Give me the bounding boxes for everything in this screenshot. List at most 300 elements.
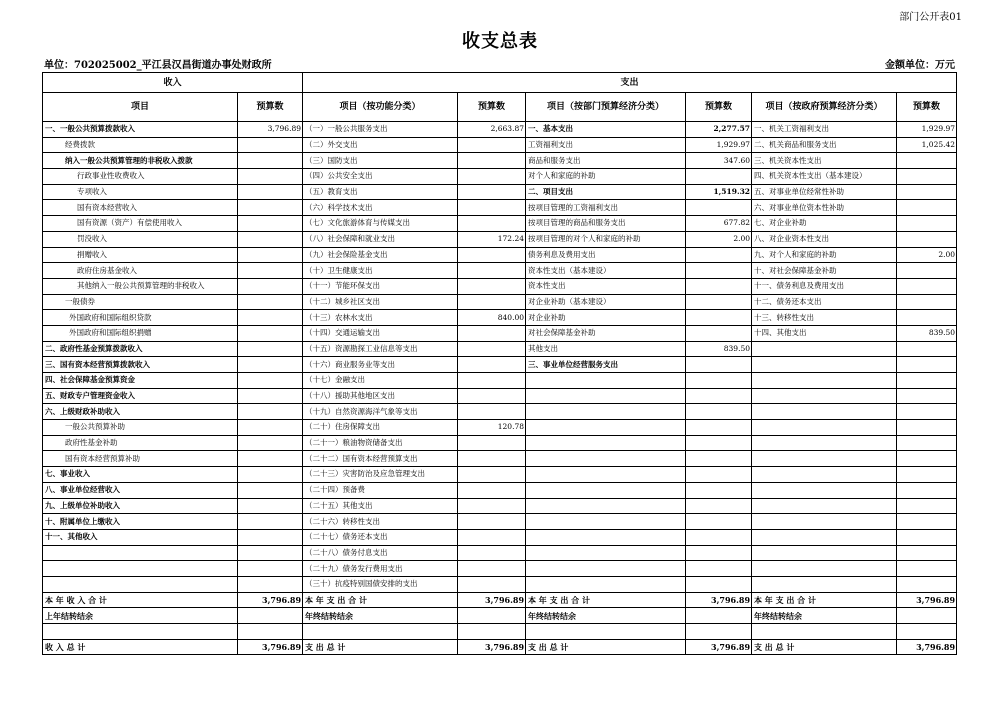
- table-row: [43, 592, 957, 608]
- item-cell: 四、社会保障基金预算资金: [43, 373, 238, 389]
- item-cell: （七）文化旅游体育与传媒支出: [303, 216, 458, 232]
- amount-cell: 839.50: [897, 325, 957, 341]
- item-cell: 政府住房基金收入: [43, 263, 238, 279]
- item-cell: [752, 435, 897, 451]
- table-row: [43, 388, 957, 404]
- table-row: [43, 545, 957, 561]
- item-cell: [752, 624, 897, 640]
- column-header: 项目（按部门预算经济分类）: [526, 93, 686, 122]
- amount-cell: [897, 231, 957, 247]
- item-cell: 对社会保障基金补助: [526, 325, 686, 341]
- item-cell: [526, 561, 686, 577]
- amount-cell: [897, 388, 957, 404]
- amount-cell: 1,519.32: [686, 184, 752, 200]
- amount-cell: [897, 357, 957, 373]
- item-cell: （二十七）债务还本支出: [303, 529, 458, 545]
- amount-cell: [686, 420, 752, 436]
- item-cell: [43, 561, 238, 577]
- amount-cell: [897, 529, 957, 545]
- item-cell: 行政事业性收费收入: [43, 169, 238, 185]
- amount-cell: [458, 576, 526, 592]
- item-cell: 国有资本经营预算补助: [43, 451, 238, 467]
- table-row: [43, 153, 957, 169]
- item-cell: （五）教育支出: [303, 184, 458, 200]
- amount-cell: 2.00: [897, 247, 957, 263]
- item-cell: [752, 373, 897, 389]
- item-cell: （二十九）债务发行费用支出: [303, 561, 458, 577]
- amount-cell: [238, 482, 303, 498]
- amount-cell: [686, 451, 752, 467]
- table-row: [43, 357, 957, 373]
- amount-cell: [238, 388, 303, 404]
- amount-cell: [897, 545, 957, 561]
- table-row: [43, 294, 957, 310]
- amount-cell: [897, 294, 957, 310]
- amount-cell: [458, 404, 526, 420]
- item-cell: 其他纳入一般公共预算管理的非税收入: [43, 278, 238, 294]
- amount-cell: 3,796.89: [458, 639, 526, 655]
- item-cell: 一般债券: [43, 294, 238, 310]
- amount-cell: 840.00: [458, 310, 526, 326]
- amount-cell: 347.60: [686, 153, 752, 169]
- item-cell: （十九）自然资源海洋气象等支出: [303, 404, 458, 420]
- table-body: [43, 122, 957, 655]
- item-cell: [752, 545, 897, 561]
- amount-cell: [897, 310, 957, 326]
- item-cell: （八）社会保障和就业支出: [303, 231, 458, 247]
- item-cell: 商品和服务支出: [526, 153, 686, 169]
- amount-cell: [458, 341, 526, 357]
- amount-cell: [686, 498, 752, 514]
- amount-cell: [458, 435, 526, 451]
- table-row: [43, 200, 957, 216]
- item-cell: [752, 482, 897, 498]
- page-title: 收支总表: [462, 31, 538, 52]
- item-cell: 年终结转结余: [303, 608, 458, 624]
- amount-cell: 2,663.87: [458, 122, 526, 138]
- amount-cell: [897, 624, 957, 640]
- table-row: [43, 482, 957, 498]
- item-cell: 上年结转结余: [43, 608, 238, 624]
- item-cell: （十八）援助其他地区支出: [303, 388, 458, 404]
- item-cell: 年终结转结余: [752, 608, 897, 624]
- table-row: [43, 420, 957, 436]
- amount-cell: [686, 545, 752, 561]
- amount-cell: [897, 420, 957, 436]
- amount-cell: [458, 200, 526, 216]
- table-row: [43, 608, 957, 624]
- amount-cell: [686, 608, 752, 624]
- table-row: [43, 122, 957, 138]
- item-cell: （二十六）转移性支出: [303, 514, 458, 530]
- amount-cell: [686, 561, 752, 577]
- item-cell: [526, 451, 686, 467]
- amount-cell: [458, 561, 526, 577]
- column-header: 项目（按功能分类）: [303, 93, 458, 122]
- amount-cell: 3,796.89: [897, 639, 957, 655]
- table-row: [43, 514, 957, 530]
- amount-cell: [897, 608, 957, 624]
- amount-cell: [458, 624, 526, 640]
- item-cell: [752, 388, 897, 404]
- amount-cell: [238, 514, 303, 530]
- item-cell: 五、对事业单位经常性补助: [752, 184, 897, 200]
- amount-cell: [458, 184, 526, 200]
- item-cell: 十、对社会保障基金补助: [752, 263, 897, 279]
- item-cell: 专项收入: [43, 184, 238, 200]
- amount-cell: [458, 514, 526, 530]
- amount-cell: [458, 263, 526, 279]
- amount-cell: [238, 529, 303, 545]
- column-header: 预算数: [458, 93, 526, 122]
- table-row: [43, 169, 957, 185]
- amount-cell: 3,796.89: [686, 639, 752, 655]
- item-cell: 资本性支出（基本建设）: [526, 263, 686, 279]
- item-cell: [526, 388, 686, 404]
- column-header: 预算数: [897, 93, 957, 122]
- item-cell: 工资福利支出: [526, 137, 686, 153]
- item-cell: 三、国有资本经营预算拨款收入: [43, 357, 238, 373]
- table-row: [43, 231, 957, 247]
- item-cell: 二、政府性基金预算拨款收入: [43, 341, 238, 357]
- item-cell: 十一、债务利息及费用支出: [752, 278, 897, 294]
- amount-cell: 3,796.89: [458, 592, 526, 608]
- item-cell: （十三）农林水支出: [303, 310, 458, 326]
- amount-cell: [238, 561, 303, 577]
- table-row: [43, 624, 957, 640]
- item-cell: 七、事业收入: [43, 467, 238, 483]
- amount-cell: [458, 325, 526, 341]
- item-cell: （十七）金融支出: [303, 373, 458, 389]
- amount-cell: [458, 373, 526, 389]
- item-cell: 八、事业单位经营收入: [43, 482, 238, 498]
- item-cell: （十四）交通运输支出: [303, 325, 458, 341]
- table-row: [43, 341, 957, 357]
- item-cell: [752, 529, 897, 545]
- item-cell: 一般公共预算补助: [43, 420, 238, 436]
- amount-cell: 2.00: [686, 231, 752, 247]
- item-cell: [43, 624, 238, 640]
- amount-cell: [686, 435, 752, 451]
- item-cell: （二十二）国有资本经营预算支出: [303, 451, 458, 467]
- item-cell: [752, 498, 897, 514]
- item-cell: 四、机关资本性支出（基本建设）: [752, 169, 897, 185]
- amount-cell: [238, 294, 303, 310]
- item-cell: [526, 545, 686, 561]
- item-cell: 十、附属单位上缴收入: [43, 514, 238, 530]
- item-cell: [752, 451, 897, 467]
- amount-cell: 3,796.89: [686, 592, 752, 608]
- amount-cell: [458, 294, 526, 310]
- amount-cell: [458, 451, 526, 467]
- item-cell: 三、事业单位经营服务支出: [526, 357, 686, 373]
- amount-cell: 839.50: [686, 341, 752, 357]
- item-cell: （二）外交支出: [303, 137, 458, 153]
- item-cell: 纳入一般公共预算管理的非税收入拨款: [43, 153, 238, 169]
- item-cell: [43, 545, 238, 561]
- column-header-row: [43, 93, 957, 122]
- amount-cell: 1,929.97: [686, 137, 752, 153]
- column-header: 项目: [43, 93, 238, 122]
- item-cell: [752, 467, 897, 483]
- amount-cell: [686, 247, 752, 263]
- amount-cell: [238, 137, 303, 153]
- item-cell: [43, 576, 238, 592]
- report-code: 部门公开表01: [899, 12, 962, 23]
- item-cell: 捐赠收入: [43, 247, 238, 263]
- amount-cell: [458, 357, 526, 373]
- amount-cell: [897, 278, 957, 294]
- table-row: [43, 529, 957, 545]
- table-row: [43, 310, 957, 326]
- amount-cell: [897, 263, 957, 279]
- table-row: [43, 247, 957, 263]
- amount-cell: [897, 341, 957, 357]
- table-row: [43, 561, 957, 577]
- amount-cell: 3,796.89: [238, 639, 303, 655]
- item-cell: 按项目管理的商品和服务支出: [526, 216, 686, 232]
- amount-cell: [686, 200, 752, 216]
- table-row: [43, 498, 957, 514]
- item-cell: （二十）住房保障支出: [303, 420, 458, 436]
- item-cell: 收 入 总 计: [43, 639, 238, 655]
- item-cell: 资本性支出: [526, 278, 686, 294]
- item-cell: （三）国防支出: [303, 153, 458, 169]
- amount-cell: [238, 467, 303, 483]
- amount-cell: [238, 420, 303, 436]
- item-cell: 对企业补助: [526, 310, 686, 326]
- amount-unit: 金额单位：万元: [885, 60, 955, 71]
- table-row: [43, 373, 957, 389]
- item-cell: 十二、债务还本支出: [752, 294, 897, 310]
- amount-cell: [897, 216, 957, 232]
- section-header-row: [43, 73, 957, 93]
- amount-cell: [238, 184, 303, 200]
- amount-cell: [458, 153, 526, 169]
- item-cell: （三十）抗疫特别国债安排的支出: [303, 576, 458, 592]
- amount-cell: [897, 576, 957, 592]
- table-row: [43, 184, 957, 200]
- item-cell: （十一）节能环保支出: [303, 278, 458, 294]
- item-cell: 九、上级单位补助收入: [43, 498, 238, 514]
- table-row: [43, 216, 957, 232]
- item-cell: 一、基本支出: [526, 122, 686, 138]
- amount-cell: [897, 435, 957, 451]
- amount-cell: [897, 184, 957, 200]
- amount-cell: [238, 153, 303, 169]
- amount-cell: [238, 404, 303, 420]
- table-row: [43, 325, 957, 341]
- amount-cell: [686, 482, 752, 498]
- item-cell: （二十三）灾害防治及应急管理支出: [303, 467, 458, 483]
- amount-cell: [238, 608, 303, 624]
- item-cell: 外国政府和国际组织贷款: [43, 310, 238, 326]
- item-cell: 本 年 收 入 合 计: [43, 592, 238, 608]
- table-row: [43, 639, 957, 655]
- amount-cell: [458, 482, 526, 498]
- amount-cell: [458, 498, 526, 514]
- item-cell: 对企业补助（基本建设）: [526, 294, 686, 310]
- amount-cell: [686, 310, 752, 326]
- amount-cell: [238, 451, 303, 467]
- amount-cell: [238, 624, 303, 640]
- amount-cell: [238, 545, 303, 561]
- amount-cell: [897, 200, 957, 216]
- item-cell: [526, 529, 686, 545]
- amount-cell: 2,277.57: [686, 122, 752, 138]
- item-cell: 二、项目支出: [526, 184, 686, 200]
- item-cell: [752, 341, 897, 357]
- amount-cell: [238, 231, 303, 247]
- amount-cell: [238, 576, 303, 592]
- item-cell: 其他支出: [526, 341, 686, 357]
- amount-cell: [686, 388, 752, 404]
- amount-cell: [686, 278, 752, 294]
- item-cell: [752, 576, 897, 592]
- item-cell: [526, 482, 686, 498]
- budget-summary-table: [42, 72, 957, 655]
- item-cell: [526, 576, 686, 592]
- item-cell: （十）卫生健康支出: [303, 263, 458, 279]
- amount-cell: [897, 482, 957, 498]
- expense-section-header: 支出: [303, 73, 957, 93]
- amount-cell: [238, 357, 303, 373]
- amount-cell: [238, 373, 303, 389]
- amount-cell: [238, 247, 303, 263]
- amount-cell: [238, 169, 303, 185]
- table-row: [43, 451, 957, 467]
- item-cell: （一）一般公共服务支出: [303, 122, 458, 138]
- item-cell: 三、机关资本性支出: [752, 153, 897, 169]
- income-section-header: 收入: [43, 73, 303, 93]
- item-cell: [526, 467, 686, 483]
- item-cell: （九）社会保险基金支出: [303, 247, 458, 263]
- item-cell: 外国政府和国际组织捐赠: [43, 325, 238, 341]
- amount-cell: [897, 169, 957, 185]
- item-cell: 二、机关商品和服务支出: [752, 137, 897, 153]
- item-cell: 本 年 支 出 合 计: [303, 592, 458, 608]
- amount-cell: [238, 341, 303, 357]
- amount-cell: [238, 278, 303, 294]
- item-cell: 十三、转移性支出: [752, 310, 897, 326]
- table-row: [43, 263, 957, 279]
- item-cell: [752, 561, 897, 577]
- amount-cell: 3,796.89: [897, 592, 957, 608]
- table-row: [43, 278, 957, 294]
- amount-cell: [238, 263, 303, 279]
- amount-cell: [238, 498, 303, 514]
- amount-cell: [238, 435, 303, 451]
- item-cell: 六、上级财政补助收入: [43, 404, 238, 420]
- item-cell: 九、对个人和家庭的补助: [752, 247, 897, 263]
- amount-cell: 677.82: [686, 216, 752, 232]
- amount-cell: 172.24: [458, 231, 526, 247]
- item-cell: 一、机关工资福利支出: [752, 122, 897, 138]
- amount-cell: [897, 373, 957, 389]
- item-cell: （十二）城乡社区支出: [303, 294, 458, 310]
- item-cell: [526, 624, 686, 640]
- amount-cell: [686, 529, 752, 545]
- amount-cell: [686, 325, 752, 341]
- column-header: 预算数: [238, 93, 303, 122]
- item-cell: 支 出 总 计: [526, 639, 686, 655]
- item-cell: 政府性基金补助: [43, 435, 238, 451]
- item-cell: 七、对企业补助: [752, 216, 897, 232]
- item-cell: [526, 404, 686, 420]
- item-cell: （十六）商业服务业等支出: [303, 357, 458, 373]
- item-cell: 国有资源（资产）有偿使用收入: [43, 216, 238, 232]
- item-cell: 经费拨款: [43, 137, 238, 153]
- amount-cell: [458, 216, 526, 232]
- item-cell: [752, 404, 897, 420]
- amount-cell: [897, 404, 957, 420]
- item-cell: 支 出 总 计: [752, 639, 897, 655]
- amount-cell: [686, 576, 752, 592]
- column-header: 项目（按政府预算经济分类）: [752, 93, 897, 122]
- item-cell: （二十四）预备费: [303, 482, 458, 498]
- item-cell: （二十五）其他支出: [303, 498, 458, 514]
- amount-cell: [458, 545, 526, 561]
- item-cell: 五、财政专户管理资金收入: [43, 388, 238, 404]
- unit-name: 单位：702025002_平江县汉昌街道办事处财政所: [44, 60, 272, 71]
- amount-cell: 1,929.97: [897, 122, 957, 138]
- item-cell: 罚没收入: [43, 231, 238, 247]
- item-cell: [752, 357, 897, 373]
- amount-cell: 3,796.89: [238, 122, 303, 138]
- amount-cell: [686, 404, 752, 420]
- column-header: 预算数: [686, 93, 752, 122]
- amount-cell: [238, 200, 303, 216]
- amount-cell: 1,025.42: [897, 137, 957, 153]
- item-cell: [526, 435, 686, 451]
- amount-cell: [686, 294, 752, 310]
- item-cell: 一、一般公共预算拨款收入: [43, 122, 238, 138]
- item-cell: [303, 624, 458, 640]
- amount-cell: [686, 357, 752, 373]
- amount-cell: [897, 498, 957, 514]
- amount-cell: [686, 467, 752, 483]
- amount-cell: [897, 153, 957, 169]
- table-row: [43, 435, 957, 451]
- item-cell: （十五）资源勘探工业信息等支出: [303, 341, 458, 357]
- item-cell: [752, 514, 897, 530]
- item-cell: [526, 420, 686, 436]
- item-cell: 债务利息及费用支出: [526, 247, 686, 263]
- item-cell: 国有资本经营收入: [43, 200, 238, 216]
- amount-cell: [897, 451, 957, 467]
- amount-cell: [686, 169, 752, 185]
- amount-cell: [686, 514, 752, 530]
- amount-cell: [458, 388, 526, 404]
- item-cell: （四）公共安全支出: [303, 169, 458, 185]
- item-cell: [526, 373, 686, 389]
- item-cell: [526, 514, 686, 530]
- amount-cell: [238, 216, 303, 232]
- amount-cell: [686, 624, 752, 640]
- table-row: [43, 576, 957, 592]
- item-cell: 按项目管理的工资福利支出: [526, 200, 686, 216]
- item-cell: （二十一）粮油物资储备支出: [303, 435, 458, 451]
- item-cell: 十一、其他收入: [43, 529, 238, 545]
- amount-cell: [458, 169, 526, 185]
- amount-cell: [458, 278, 526, 294]
- amount-cell: 3,796.89: [238, 592, 303, 608]
- amount-cell: [458, 137, 526, 153]
- item-cell: [752, 420, 897, 436]
- item-cell: 支 出 总 计: [303, 639, 458, 655]
- table-row: [43, 467, 957, 483]
- amount-cell: [458, 467, 526, 483]
